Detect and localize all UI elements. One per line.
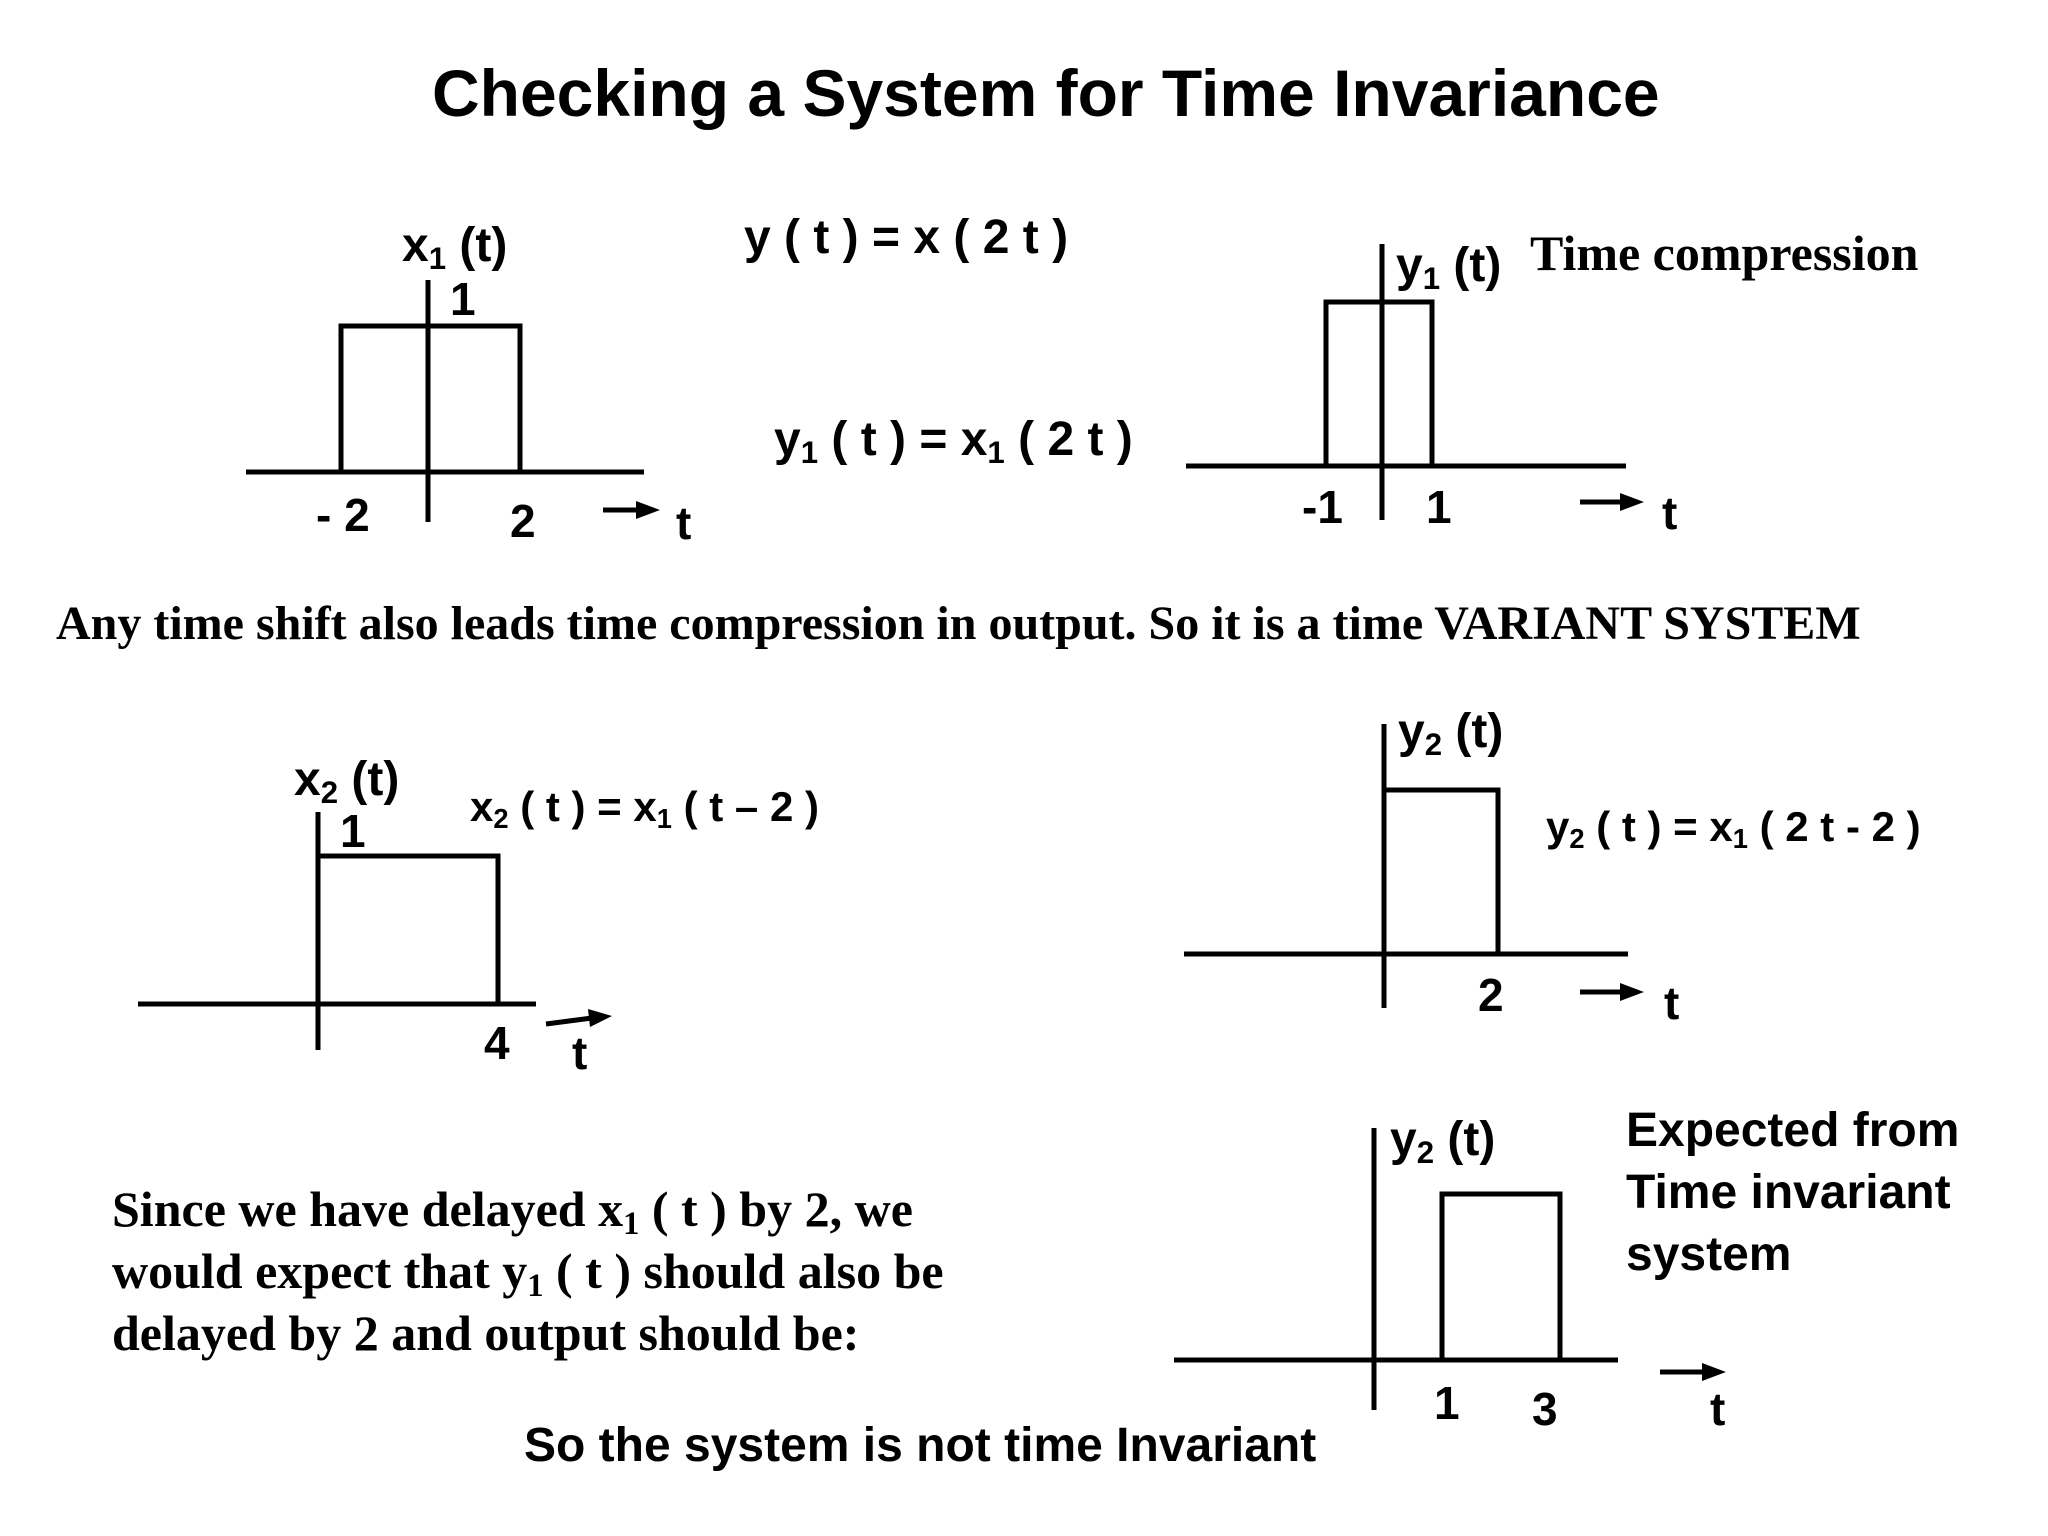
y1-tick-1: 1 (1426, 481, 1452, 533)
y1-pulse (1326, 302, 1432, 466)
x1-tick-neg2: - 2 (316, 489, 370, 541)
expected-note-line-3: system (1626, 1228, 1792, 1281)
expected-note (1626, 1100, 1959, 1286)
y1-axis-label: t (1662, 487, 1678, 539)
y1-equation: $y_1$ ( t ) = $x_1$ ( 2 t ) (774, 413, 1133, 470)
y2-tick-2: 2 (1478, 969, 1504, 1021)
explanation-paragraph (112, 1178, 944, 1364)
y2-pulse (1384, 790, 1498, 954)
x2-signal-label: $x_2$ (t) (294, 753, 400, 810)
time-compression-label: Time compression (1530, 225, 1919, 281)
y2-expected-arrow-head (1702, 1363, 1726, 1381)
y2-expected-signal-label: $y_2$ (t) (1390, 1113, 1496, 1170)
x2-tick-4: 4 (484, 1017, 510, 1069)
y1-tick-neg1: -1 (1302, 481, 1343, 533)
y2-expected-pulse (1442, 1194, 1560, 1360)
x1-axis-label: t (676, 497, 692, 549)
final-statement: So the system is not time Invariant (524, 1419, 1317, 1472)
y1-arrow-head (1620, 493, 1644, 511)
explanation-line-1: Since we have delayed $x_1$ ( t ) by 2, we (112, 1181, 913, 1243)
y2-expected-axis-label: t (1710, 1383, 1726, 1435)
x1-arrow-head (636, 501, 660, 519)
page-title: Checking a System for Time Invariance (432, 56, 1660, 130)
y2-equation: $y_2$ ( t ) = $x_1$ ( 2 t - 2 ) (1546, 803, 1921, 854)
x1-tick-2: 2 (510, 495, 536, 547)
x1-signal-label: $x_1$ (t) (402, 219, 508, 276)
explanation-line-3: delayed by 2 and output should be: (112, 1305, 860, 1361)
x1-amplitude-label: 1 (450, 273, 476, 325)
expected-note-line-2: Time invariant (1626, 1166, 1951, 1219)
x2-arrow-shaft (546, 1018, 592, 1024)
x2-axis-label: t (572, 1027, 588, 1079)
y2-expected-tick-3: 3 (1532, 1383, 1558, 1435)
y2-signal-label: $y_2$ (t) (1398, 705, 1504, 762)
expected-note-line-1: Expected from (1626, 1104, 1960, 1157)
conclusion-line: Any time shift also leads time compression in output. So it is a time VARIANT SYSTEM (56, 597, 1861, 650)
x2-pulse (318, 856, 498, 1004)
y2-arrow-head (1620, 983, 1644, 1001)
x2-amplitude-label: 1 (340, 805, 366, 857)
system-equation: y ( t ) = x ( 2 t ) (744, 211, 1069, 264)
x2-arrow-head (588, 1009, 612, 1027)
x2-equation: $x_2$ ( t ) = $x_1$ ( t – 2 ) (470, 783, 819, 834)
explanation-line-2: would expect that $y_1$ ( t ) should also be (112, 1243, 944, 1305)
y2-plot (1184, 724, 1644, 1008)
y1-signal-label: $y_1$ (t) (1396, 239, 1502, 296)
x2-plot (138, 812, 612, 1050)
y2-expected-tick-1: 1 (1434, 1377, 1460, 1429)
y2-axis-label: t (1664, 977, 1680, 1029)
